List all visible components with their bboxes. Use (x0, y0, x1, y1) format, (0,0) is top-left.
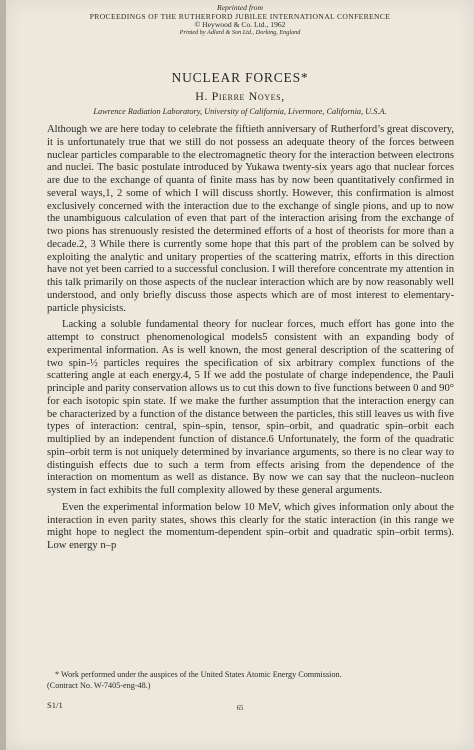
copyright-line: © Heywood & Co. Ltd., 1962 (194, 20, 286, 29)
article-body (47, 124, 454, 557)
document-page (6, 0, 474, 750)
body-paragraph: Lacking a soluble fundamental theory for nuclear forces, much effort has gone into the attempt to construct phenomenological models5 consistent with an expanding body of experimental information. As is well known, the most general description of the scattering of two spin-½ particles requires the specification of six arbitrary complex functions of the scattering angle at each energy.4, 5 If we add the postulate of charge independence, the Pauli principle and parity conservation allows us to cut this down to five functions between 0 and 90° for each isotopic spin state. If we make the further assumption that the interaction energy can be characterized by a function of the distance between the particles, this still leaves us with five types of interaction: central, spin–spin, tensor, spin–orbit, and quadratic spin–orbit each multiplied by an independent function of distance.6 Unfortunately, the form of the quadratic spin–orbit term is not uniquely determined by invariance arguments, so there is no clear way to distinguish effects due to such a term from effects arising from the dependence of the interaction on momentum as well as distance. By now we can say that the nucleon–nucleon system in fact exhibits the full complexity allowed by these general arguments. (47, 319, 454, 496)
printer-line: Printed by Adlard & Son Ltd., Dorking, England (179, 28, 301, 36)
reprint-header (6, 4, 474, 36)
footnote-text: * Work performed under the auspices of the United States Atomic Energy Commission. (55, 670, 342, 679)
proceedings-line: PROCEEDINGS OF THE RUTHERFORD JUBILEE INTERNATIONAL CONFERENCE (89, 11, 391, 21)
footnote-contract: (Contract No. W-7405-eng-48.) (47, 680, 151, 690)
footnote (47, 670, 452, 691)
article-title: NUCLEAR FORCES* (171, 70, 309, 85)
body-paragraph: Even the experimental information below 10 MeV, which gives information only about the interaction in even parity states, shows this clearly for the static interaction (in this range we might hope to neglect the momentum-dependent spin–orbit and quadratic spin–orbit terms). Low energy n–p (47, 501, 454, 551)
page-number: 65 (236, 705, 244, 712)
section-code: S1/1 (47, 700, 63, 710)
author-affiliation: Lawrence Radiation Laboratory, University of California, Livermore, California, U.S.A. (93, 107, 387, 116)
article-author: H. Pierre Noyes, (195, 89, 285, 103)
reprinted-from-line: Reprinted from (217, 3, 263, 12)
body-paragraph: Although we are here today to celebrate the fiftieth anniversary of Rutherford’s great discovery, it is unfortunately true that we still do not possess an adequate theory of the forces between nuclear particles comparable to the electromagnetic theory for the interaction between electrons and nuclei. The basic postulate introduced by Yukawa twenty-six years ago that nuclear forces are due to the exchange of quanta of finite mass has by now been quantitatively confirmed in several ways,1, 2 some of which I will discuss shortly. However, this confirmation is almost exclusively concerned with the interaction due to the exchange of single pions, and up to now the unambiguous calculation of even that part of the interaction arising from the exchange of two pions has strenuously resisted the determined efforts of a host of theorists for more than a decade.2, 3 While there is currently some hope that this part of the problem can be solved by exploiting the analytic and unitary properties of the scattering matrix, efforts in this direction have not yet been carried to a successful conclusion. I will therefore concentrate my attention in this talk primarily on those aspects of the nuclear interaction which are by now reasonably well understood, and only briefly discuss those aspects which are of most interest to elementary-particle physicists. (47, 124, 454, 314)
